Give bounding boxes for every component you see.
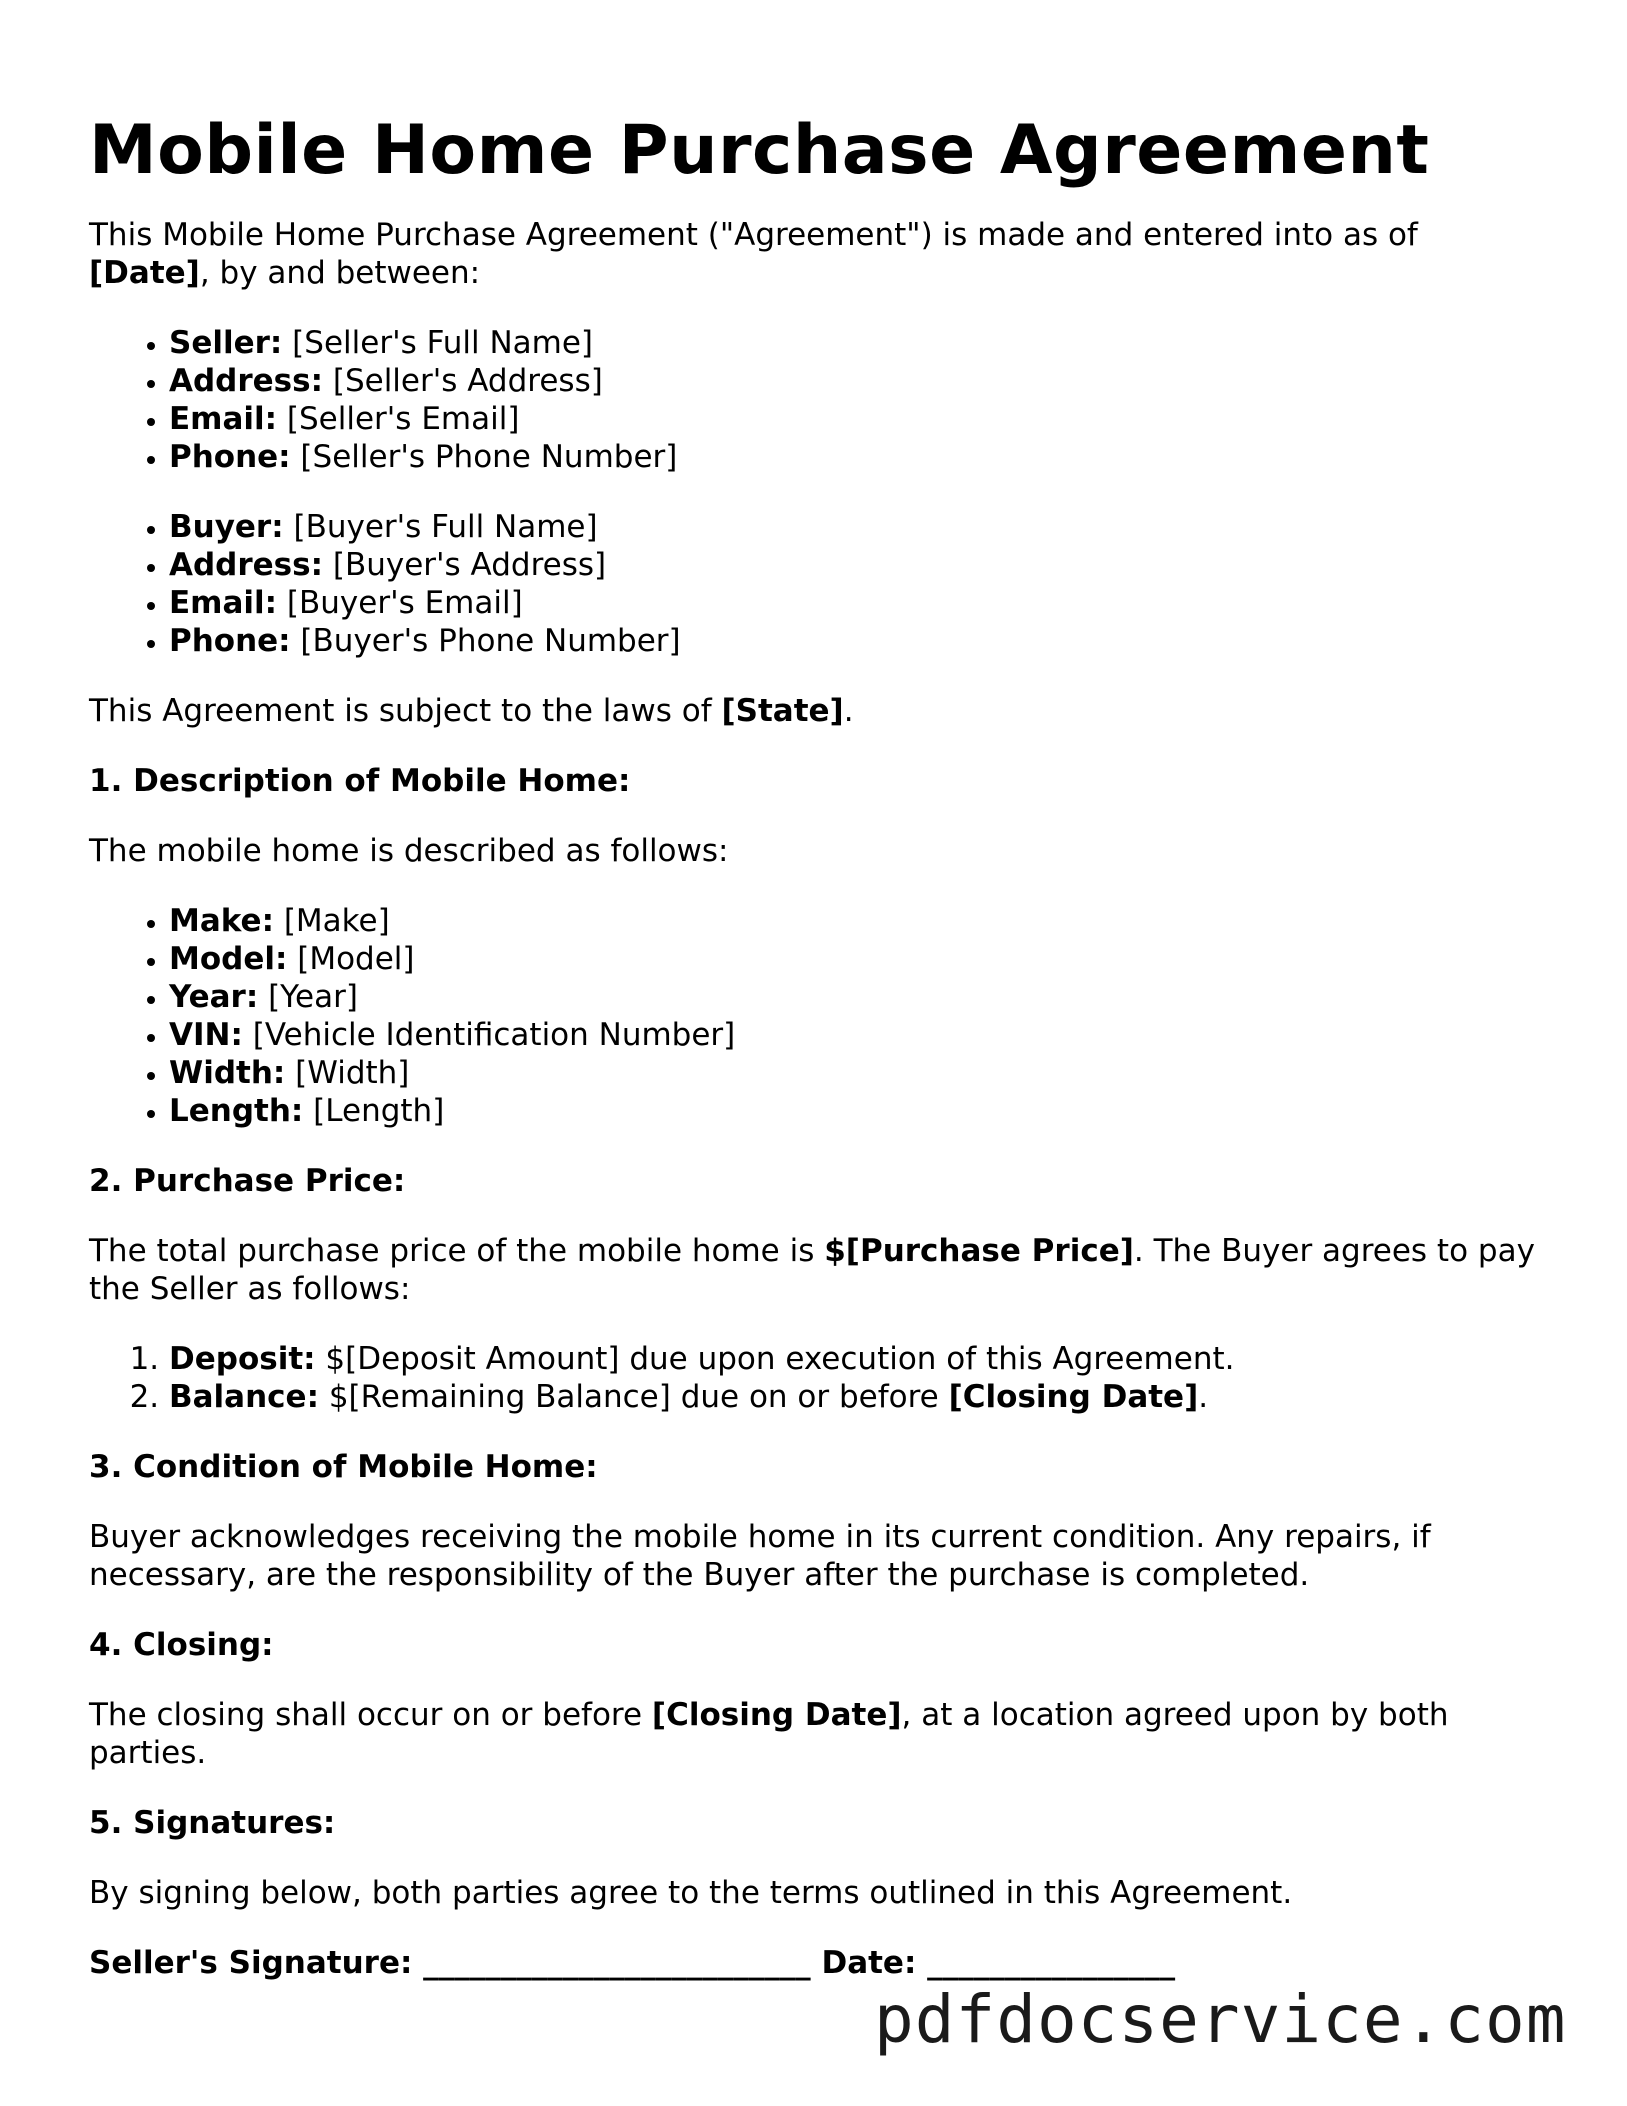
field-label: Year: (169, 979, 259, 1015)
list-item (169, 438, 1549, 476)
payment-list (89, 1340, 1549, 1416)
section-heading-closing: 4. Closing: (89, 1627, 274, 1663)
buyer-list (89, 508, 1549, 660)
list-item (169, 584, 1549, 622)
field-value: [Seller's Phone Number] (290, 439, 678, 475)
field-label: Balance: (169, 1379, 319, 1415)
field-value: [Make] (273, 903, 390, 939)
closing-date: [Closing Date] (948, 1379, 1199, 1415)
field-value: [Length] (303, 1093, 445, 1129)
field-value: [Buyer's Email] (277, 585, 523, 621)
field-value: [Seller's Address] (323, 363, 603, 399)
law-state: [State] (721, 693, 844, 729)
closing-text-end: , at a location agreed upon by both parties. (89, 1697, 1449, 1771)
description-paragraph: The mobile home is described as follows: (89, 833, 729, 869)
list-item (169, 1378, 1549, 1416)
price-text: The total purchase price of the mobile home is (89, 1233, 825, 1269)
seller-list (89, 324, 1549, 476)
intro-paragraph (89, 216, 1549, 292)
field-value: [Seller's Email] (277, 401, 520, 437)
field-value: [Model] (287, 941, 415, 977)
section-heading-description: 1. Description of Mobile Home: (89, 763, 631, 799)
intro-text-end: , by and between: (199, 255, 481, 291)
list-item (169, 362, 1549, 400)
description-list (89, 902, 1549, 1130)
list-item (169, 324, 1549, 362)
field-value: [Seller's Full Name] (282, 325, 594, 361)
list-item (169, 400, 1549, 438)
list-item (169, 1340, 1549, 1378)
closing-paragraph (89, 1696, 1549, 1772)
condition-paragraph: Buyer acknowledges receiving the mobile home in its current condition. Any repairs, if necessary, are the responsibility of the Buyer after the purchase is completed. (89, 1519, 1431, 1593)
intro-date: [Date] (89, 255, 200, 291)
governing-law-paragraph (89, 692, 1549, 730)
field-label: Address: (169, 363, 323, 399)
field-value: [Buyer's Address] (323, 547, 607, 583)
price-paragraph (89, 1232, 1549, 1308)
list-item (169, 508, 1549, 546)
list-item (169, 1016, 1549, 1054)
watermark: pdfdocservice.com (874, 1981, 1567, 2058)
field-label: Model: (169, 941, 288, 977)
law-text-end: . (843, 693, 854, 729)
seller-signature-line: Seller's Signature: _________________________ Date: ________________ (89, 1945, 1176, 1981)
field-value: [Vehicle Identification Number] (242, 1017, 736, 1053)
document-page (89, 108, 1549, 1982)
field-label: Length: (169, 1093, 304, 1129)
field-label: Seller: (169, 325, 283, 361)
field-value-end: . (1198, 1379, 1209, 1415)
section-heading-condition: 3. Condition of Mobile Home: (89, 1449, 598, 1485)
document-title: Mobile Home Purchase Agreement (89, 111, 1430, 190)
list-item (169, 1092, 1549, 1130)
field-label: Make: (169, 903, 274, 939)
list-item (169, 1054, 1549, 1092)
closing-date: [Closing Date] (651, 1697, 902, 1733)
field-label: Email: (169, 401, 278, 437)
list-item (169, 978, 1549, 1016)
field-value: $[Remaining Balance] due on or before (318, 1379, 949, 1415)
field-label: Deposit: (169, 1341, 316, 1377)
list-item (169, 622, 1549, 660)
field-value: $[Deposit Amount] due upon execution of this Agreement. (315, 1341, 1235, 1377)
field-label: Phone: (169, 623, 291, 659)
list-item (169, 902, 1549, 940)
signatures-paragraph: By signing below, both parties agree to the terms outlined in this Agreement. (89, 1875, 1293, 1911)
closing-text: The closing shall occur on or before (89, 1697, 652, 1733)
field-value: [Width] (285, 1055, 410, 1091)
field-value: [Year] (258, 979, 358, 1015)
price-text-end: . The Buyer agrees to pay the Seller as follows: (89, 1233, 1535, 1307)
field-value: [Buyer's Phone Number] (290, 623, 681, 659)
section-heading-price: 2. Purchase Price: (89, 1163, 406, 1199)
field-value: [Buyer's Full Name] (283, 509, 598, 545)
field-label: Width: (169, 1055, 286, 1091)
field-label: Email: (169, 585, 278, 621)
section-heading-signatures: 5. Signatures: (89, 1805, 336, 1841)
purchase-price: $[Purchase Price] (824, 1233, 1134, 1269)
list-item (169, 546, 1549, 584)
field-label: Buyer: (169, 509, 284, 545)
law-text: This Agreement is subject to the laws of (89, 693, 722, 729)
field-label: Phone: (169, 439, 291, 475)
intro-text: This Mobile Home Purchase Agreement ("Agreement") is made and entered into as of (89, 217, 1418, 253)
list-item (169, 940, 1549, 978)
field-label: Address: (169, 547, 323, 583)
field-label: VIN: (169, 1017, 243, 1053)
